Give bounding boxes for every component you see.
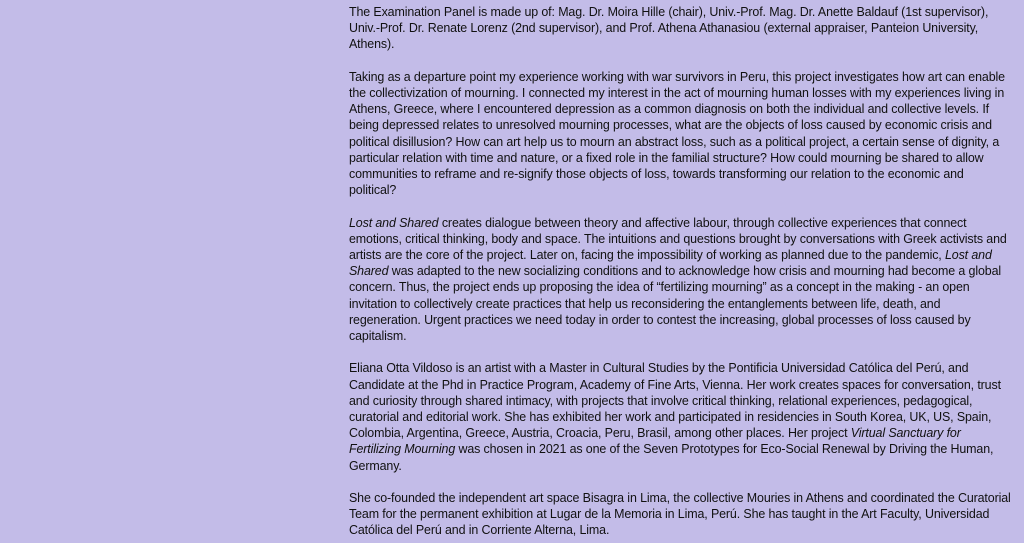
- left-blank-column: [0, 0, 340, 543]
- project-description-paragraph: Taking as a departure point my experience working with war survivors in Peru, this project investigates how art can enable the collectivization of mourning. I connected my interest in the act of mourning human losses with my experiences living in Athens, Greece, where I encountered depression as a common diagnosis on both the individual and collective levels. If being depressed relates to unresolved mourning processes, what are the objects of loss caused by economic crisis and political disillusion? How can art help us to mourn an abstract loss, such as a political project, a certain sense of dignity, a particular relation with time and nature, or a fixed role in the familial structure? How could mourning be shared to allow communities to reframe and re-signify those objects of loss, towards transforming our relation to the economic and political?: [349, 69, 1005, 198]
- virtual-sanctuary-title-italic: Virtual Sanctuary for Fertilizing Mourning: [349, 426, 961, 457]
- lost-and-shared-text-part-1: creates dialogue between theory and affective labour, through collective experiences that connect emotions, critical thinking, body and space. The intuitions and questions brought by conversations with Greek activists and artists are the core of the project. Later on, facing the impossibility of working as planned due to the pandemic,: [349, 215, 1007, 263]
- cofounded-paragraph: She co-founded the independent art space Bisagra in Lima, the collective Mouries in Athens and coordinated the Curatorial Team for the permanent exhibition at Lugar de la Memoria in Lima, Perú. She has taught in the Art Faculty, Universidad Católica del Perú and in Corriente Alterna, Lima.: [349, 491, 1011, 538]
- artist-bio-paragraph: [349, 360, 1014, 473]
- lost-and-shared-paragraph: [349, 215, 1014, 345]
- lost-and-shared-text-part-2: was adapted to the new socializing conditions and to acknowledge how crisis and mourning had become a global concern. Thus, the project ends up proposing the idea of “fertilizing mourning” as a concept in the making - an open invitation to collectively create practices that help us reconsidering the entanglements between life, death, and regeneration. Urgent practices we need today in order to contest the increasing, global processes of loss caused by capitalism.: [349, 264, 1002, 344]
- project-title-italic: Lost and Shared: [349, 215, 439, 230]
- project-title-italic: Lost and Shared: [349, 248, 992, 279]
- article-body: [349, 4, 1014, 543]
- artist-bio-text-part-2: was chosen in 2021 as one of the Seven Prototypes for Eco-Social Renewal by Driving the Human, Germany.: [349, 442, 994, 473]
- artist-bio-text-part-1: Eliana Otta Vildoso is an artist with a Master in Cultural Studies by the Pontificia Universidad Católica del Perú, and Candidate at the Phd in Practice Program, Academy of Fine Arts, Vienna. Her work creates spaces for conversation, trust and curiosity through shared intimacy, with projects that involve critical thinking, relational experiences, pedagogical, curatorial and editorial work. She has exhibited her work and participated in residencies in South Korea, UK, US, Spain, Colombia, Argentina, Greece, Austria, Croacia, Peru, Brasil, among other places. Her project: [349, 361, 1001, 441]
- examination-panel-paragraph: The Examination Panel is made up of: Mag. Dr. Moira Hille (chair), Univ.-Prof. Mag. Dr. Anette Baldauf (1st supervisor), Univ.-Prof. Dr. Renate Lorenz (2nd supervisor), and Prof. Athena Athanasiou (external appraiser, Panteion University, Athens).: [349, 5, 989, 52]
